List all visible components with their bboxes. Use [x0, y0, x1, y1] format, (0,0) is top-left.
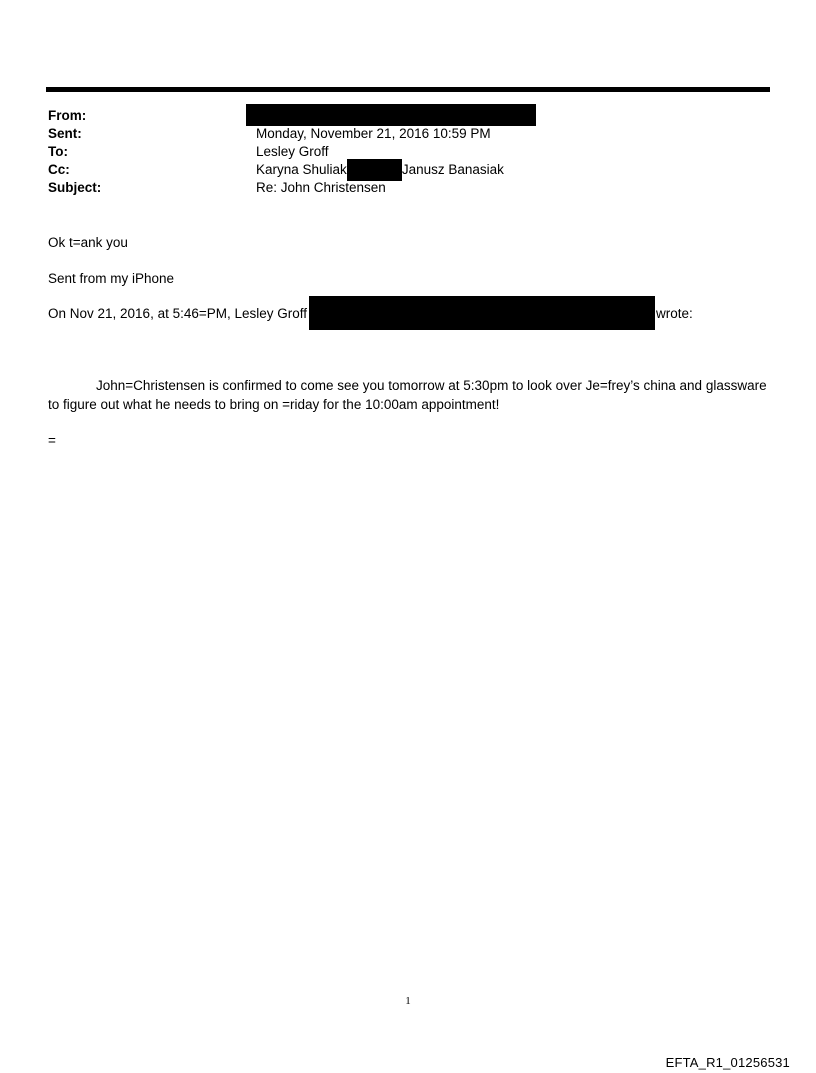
- to-row: [48, 143, 768, 161]
- sent-label: Sent:: [48, 126, 82, 141]
- page-number: 1: [405, 995, 411, 1007]
- cc-value: [256, 161, 504, 181]
- to-value: Lesley Groff: [256, 144, 329, 159]
- cc-redaction: [347, 159, 402, 181]
- subject-row: [48, 179, 768, 197]
- from-redaction: [246, 104, 536, 126]
- cc-recipient-second: Janusz Banasiak: [401, 162, 504, 177]
- signature-text: Sent from my iPhone: [48, 271, 175, 286]
- cc-row: [48, 161, 768, 179]
- sender-redaction: [309, 296, 655, 330]
- from-label: From:: [48, 108, 87, 123]
- cc-label: Cc:: [48, 162, 70, 177]
- document-id: EFTA_R1_01256531: [665, 1055, 790, 1070]
- sent-row: [48, 125, 768, 143]
- subject-value: Re: John Christensen: [256, 180, 386, 195]
- cc-recipient-first: Karyna Shuliak: [256, 162, 347, 177]
- email-header: [48, 107, 768, 197]
- reply-text: Ok t=ank you: [48, 235, 128, 250]
- sent-value: Monday, November 21, 2016 10:59 PM: [256, 126, 491, 141]
- subject-label: Subject:: [48, 180, 102, 195]
- quoted-paragraph: John=Christensen is confirmed to come see you tomorrow at 5:30pm to look over Je=frey’s china and glassware to figure out what he needs to bring on =riday for the 10:00am appointment!: [48, 378, 767, 412]
- quote-intro-line: [48, 305, 693, 330]
- header-rule: [46, 87, 770, 92]
- quote-intro-text: On Nov 21, 2016, at 5:46=PM, Lesley Groff: [48, 306, 308, 321]
- from-row: [48, 107, 768, 125]
- trailing-text: =: [48, 433, 56, 448]
- to-label: To:: [48, 144, 68, 159]
- quote-wrote-text: wrote:: [656, 306, 693, 321]
